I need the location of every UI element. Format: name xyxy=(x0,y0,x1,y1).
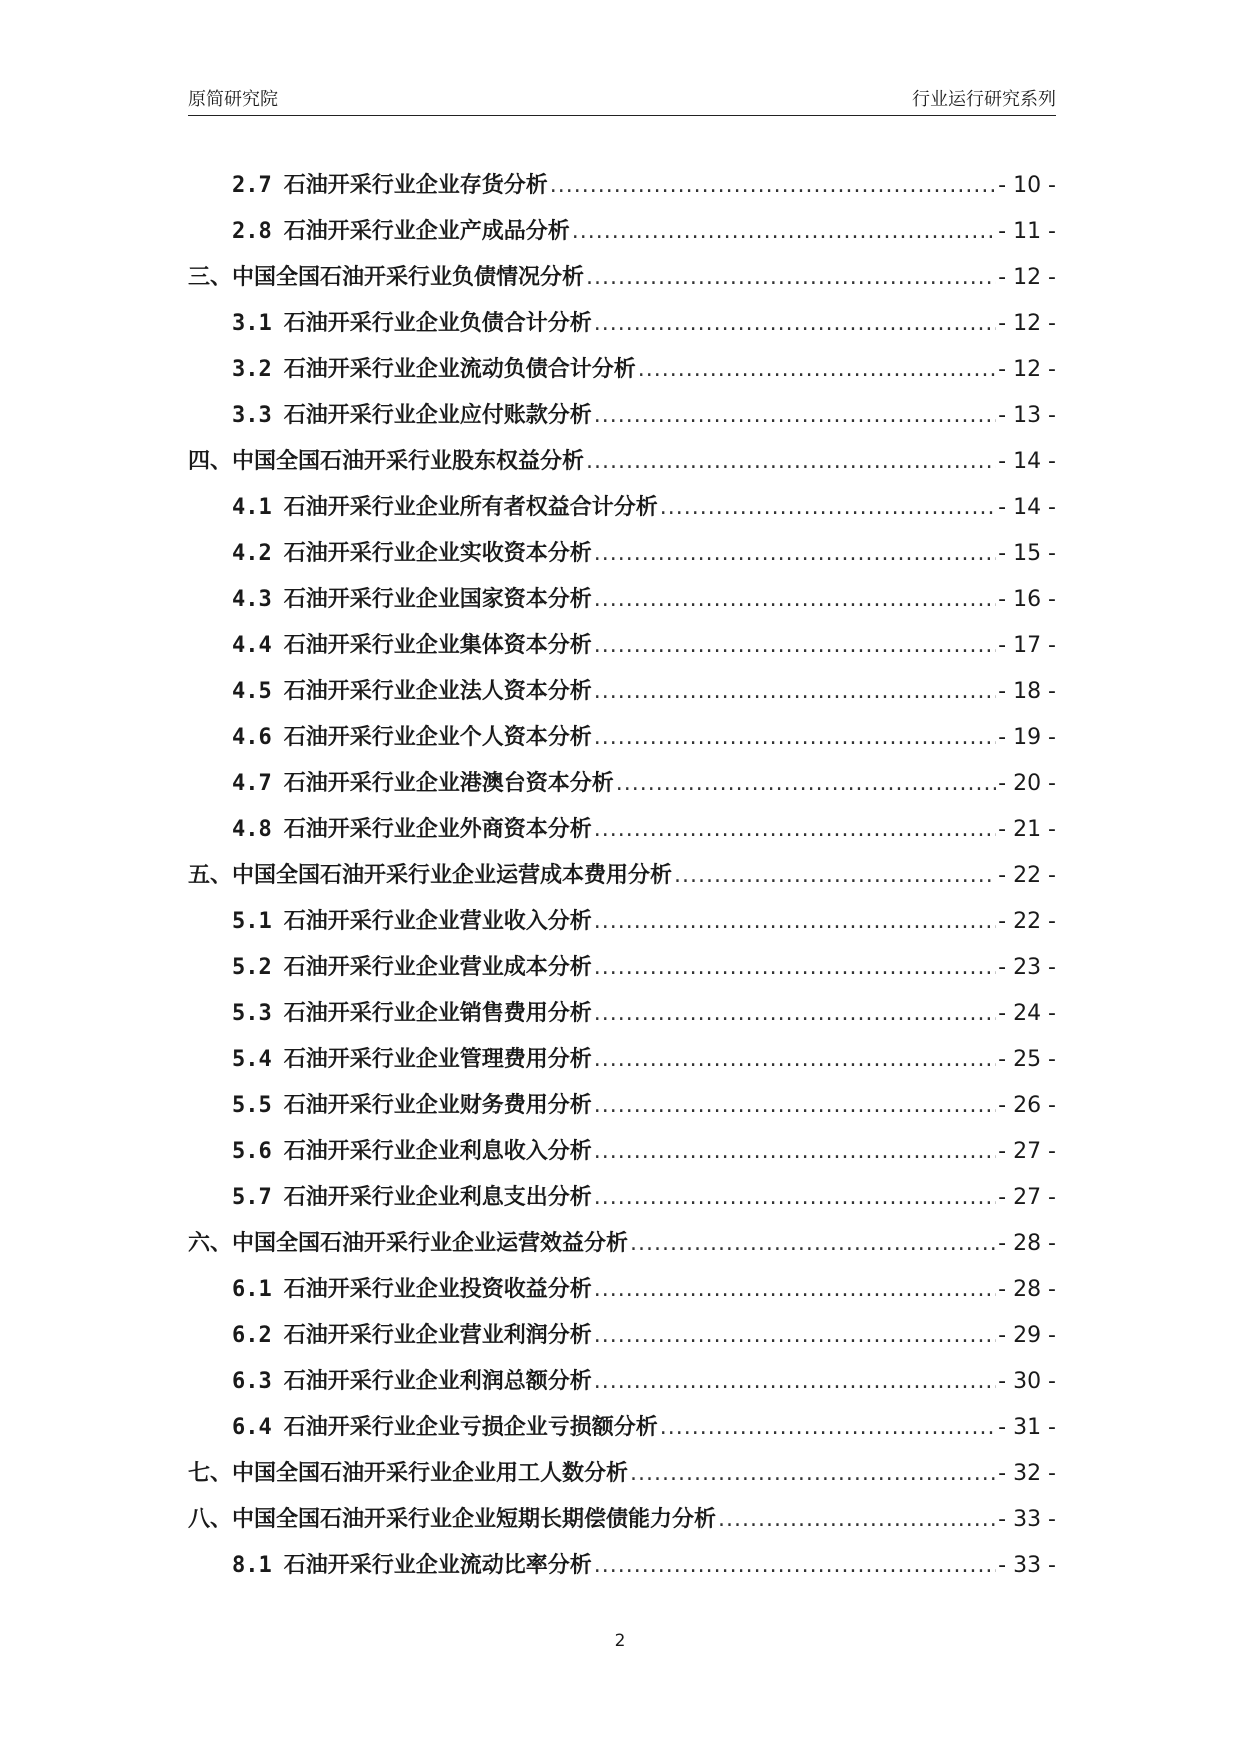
toc-dot-leader xyxy=(594,723,996,753)
toc-dot-leader xyxy=(594,309,996,339)
toc-entry-title xyxy=(188,1459,628,1489)
toc-entry-number: 4.3 xyxy=(232,587,272,612)
toc-entry-number: 8.1 xyxy=(232,1553,272,1578)
toc-entry-number: 5.7 xyxy=(232,1185,272,1210)
toc-entry[interactable] xyxy=(188,723,1056,769)
toc-entry-page: - 28 - xyxy=(998,1231,1056,1256)
toc-dot-leader xyxy=(594,815,996,845)
toc-entry[interactable] xyxy=(188,953,1056,999)
toc-entry-text: 八、中国全国石油开采行业企业短期长期偿债能力分析 xyxy=(188,1507,717,1532)
toc-entry-number: 2.8 xyxy=(232,219,272,244)
header-series-name: 行业运行研究系列 xyxy=(912,89,1056,110)
toc-entry-title xyxy=(188,1505,716,1535)
toc-entry-title xyxy=(232,1183,592,1213)
toc-dot-leader xyxy=(660,493,996,523)
toc-entry-title xyxy=(232,1551,592,1581)
toc-entry-title xyxy=(188,263,584,293)
toc-entry-text: 石油开采行业企业营业利润分析 xyxy=(283,1323,592,1348)
toc-entry-text: 石油开采行业企业所有者权益合计分析 xyxy=(283,495,658,520)
toc-dot-leader xyxy=(586,263,996,293)
toc-entry[interactable] xyxy=(188,1275,1056,1321)
toc-entry[interactable] xyxy=(188,493,1056,539)
toc-entry-title xyxy=(188,861,672,891)
toc-entry-title xyxy=(232,355,636,385)
toc-entry-number: 5.6 xyxy=(232,1139,272,1164)
toc-entry-text: 石油开采行业企业利润总额分析 xyxy=(283,1369,592,1394)
toc-entry-text: 石油开采行业企业销售费用分析 xyxy=(283,1001,592,1026)
toc-entry-title xyxy=(232,677,592,707)
toc-entry-page: - 18 - xyxy=(998,679,1056,704)
toc-entry-text: 石油开采行业企业个人资本分析 xyxy=(283,725,592,750)
toc-entry-title xyxy=(232,217,570,247)
toc-dot-leader xyxy=(572,217,996,247)
toc-entry-title xyxy=(232,1413,658,1443)
toc-entry-page: - 26 - xyxy=(998,1093,1056,1118)
toc-entry-page: - 19 - xyxy=(998,725,1056,750)
toc-entry[interactable] xyxy=(188,171,1056,217)
toc-entry-page: - 15 - xyxy=(998,541,1056,566)
toc-entry-number: 3.1 xyxy=(232,311,272,336)
page-header xyxy=(188,88,1056,116)
toc-entry-number: 4.7 xyxy=(232,771,272,796)
toc-dot-leader xyxy=(594,631,996,661)
toc-dot-leader xyxy=(718,1505,996,1535)
toc-entry-text: 石油开采行业企业负债合计分析 xyxy=(283,311,592,336)
toc-entry-page: - 14 - xyxy=(998,449,1056,474)
toc-entry[interactable] xyxy=(188,585,1056,631)
toc-entry-number: 4.5 xyxy=(232,679,272,704)
toc-entry-page: - 27 - xyxy=(998,1139,1056,1164)
toc-entry-text: 石油开采行业企业应付账款分析 xyxy=(283,403,592,428)
toc-entry-number: 4.4 xyxy=(232,633,272,658)
toc-dot-leader xyxy=(594,1137,996,1167)
toc-entry-page: - 32 - xyxy=(998,1461,1056,1486)
toc-entry-number: 5.4 xyxy=(232,1047,272,1072)
toc-entry[interactable] xyxy=(188,769,1056,815)
toc-entry-text: 石油开采行业企业国家资本分析 xyxy=(283,587,592,612)
toc-entry-page: - 28 - xyxy=(998,1277,1056,1302)
toc-entry[interactable] xyxy=(188,907,1056,953)
toc-entry[interactable] xyxy=(188,861,1056,907)
toc-dot-leader xyxy=(594,999,996,1029)
toc-entry[interactable] xyxy=(188,263,1056,309)
toc-entry-page: - 25 - xyxy=(998,1047,1056,1072)
toc-entry-title xyxy=(232,1321,592,1351)
toc-entry-title xyxy=(232,493,658,523)
toc-entry-number: 6.4 xyxy=(232,1415,272,1440)
toc-entry-title xyxy=(232,1275,592,1305)
toc-entry-page: - 22 - xyxy=(998,909,1056,934)
toc-entry-text: 石油开采行业企业港澳台资本分析 xyxy=(283,771,614,796)
toc-entry[interactable] xyxy=(188,1321,1056,1367)
toc-entry-page: - 12 - xyxy=(998,311,1056,336)
toc-entry-title xyxy=(232,1045,592,1075)
toc-dot-leader xyxy=(630,1229,996,1259)
toc-entry-title xyxy=(188,447,584,477)
toc-entry[interactable] xyxy=(188,1183,1056,1229)
toc-entry-number: 4.1 xyxy=(232,495,272,520)
toc-entry[interactable] xyxy=(188,309,1056,355)
toc-entry-text: 六、中国全国石油开采行业企业运营效益分析 xyxy=(188,1231,629,1256)
toc-entry-text: 石油开采行业企业外商资本分析 xyxy=(283,817,592,842)
toc-entry-page: - 31 - xyxy=(998,1415,1056,1440)
toc-dot-leader xyxy=(594,1367,996,1397)
toc-entry-title xyxy=(232,631,592,661)
toc-entry[interactable] xyxy=(188,539,1056,585)
toc-entry-number: 3.3 xyxy=(232,403,272,428)
toc-dot-leader xyxy=(594,1321,996,1351)
toc-entry[interactable] xyxy=(188,677,1056,723)
toc-entry-text: 石油开采行业企业管理费用分析 xyxy=(283,1047,592,1072)
toc-entry[interactable] xyxy=(188,1137,1056,1183)
toc-entry-text: 石油开采行业企业集体资本分析 xyxy=(283,633,592,658)
toc-entry-page: - 29 - xyxy=(998,1323,1056,1348)
toc-entry-title xyxy=(188,1229,628,1259)
toc-entry-text: 石油开采行业企业实收资本分析 xyxy=(283,541,592,566)
toc-entry-title xyxy=(232,171,548,201)
toc-entry-page: - 21 - xyxy=(998,817,1056,842)
toc-entry[interactable] xyxy=(188,217,1056,263)
toc-entry-page: - 24 - xyxy=(998,1001,1056,1026)
toc-dot-leader xyxy=(594,539,996,569)
toc-dot-leader xyxy=(630,1459,996,1489)
toc-entry-text: 石油开采行业企业亏损企业亏损额分析 xyxy=(283,1415,658,1440)
toc-entry[interactable] xyxy=(188,631,1056,677)
toc-entry-title xyxy=(232,309,592,339)
toc-dot-leader xyxy=(594,1183,996,1213)
toc-entry-page: - 14 - xyxy=(998,495,1056,520)
toc-entry-text: 七、中国全国石油开采行业企业用工人数分析 xyxy=(188,1461,629,1486)
toc-entry-number: 5.1 xyxy=(232,909,272,934)
toc-entry-page: - 33 - xyxy=(998,1553,1056,1578)
toc-entry-title xyxy=(232,401,592,431)
toc-entry-text: 石油开采行业企业投资收益分析 xyxy=(283,1277,592,1302)
toc-entry[interactable] xyxy=(188,401,1056,447)
toc-dot-leader xyxy=(550,171,996,201)
toc-entry-title xyxy=(232,1137,592,1167)
toc-entry-page: - 20 - xyxy=(998,771,1056,796)
toc-entry-title xyxy=(232,953,592,983)
toc-entry-page: - 10 - xyxy=(998,173,1056,198)
toc-entry-text: 石油开采行业企业利息收入分析 xyxy=(283,1139,592,1164)
toc-entry-page: - 33 - xyxy=(998,1507,1056,1532)
toc-entry-text: 石油开采行业企业法人资本分析 xyxy=(283,679,592,704)
toc-entry-number: 6.2 xyxy=(232,1323,272,1348)
toc-entry[interactable] xyxy=(188,355,1056,401)
table-of-contents xyxy=(188,171,1056,1597)
toc-entry-page: - 23 - xyxy=(998,955,1056,980)
header-org-name: 原简研究院 xyxy=(188,89,278,110)
toc-entry-number: 4.2 xyxy=(232,541,272,566)
toc-entry-text: 石油开采行业企业流动负债合计分析 xyxy=(283,357,636,382)
toc-entry-text: 石油开采行业企业财务费用分析 xyxy=(283,1093,592,1118)
toc-entry-title xyxy=(232,1367,592,1397)
toc-entry-page: - 12 - xyxy=(998,357,1056,382)
toc-entry-text: 四、中国全国石油开采行业股东权益分析 xyxy=(188,449,585,474)
toc-entry-number: 5.2 xyxy=(232,955,272,980)
toc-entry-title xyxy=(232,815,592,845)
toc-dot-leader xyxy=(594,401,996,431)
toc-dot-leader xyxy=(674,861,996,891)
toc-entry-title xyxy=(232,769,614,799)
toc-dot-leader xyxy=(594,1551,996,1581)
toc-entry-text: 石油开采行业企业营业成本分析 xyxy=(283,955,592,980)
toc-entry-number: 2.7 xyxy=(232,173,272,198)
toc-entry[interactable] xyxy=(188,1459,1056,1505)
toc-entry-page: - 30 - xyxy=(998,1369,1056,1394)
toc-entry[interactable] xyxy=(188,1505,1056,1551)
toc-entry-page: - 17 - xyxy=(998,633,1056,658)
toc-entry[interactable] xyxy=(188,815,1056,861)
toc-entry[interactable] xyxy=(188,1367,1056,1413)
toc-entry-number: 5.3 xyxy=(232,1001,272,1026)
toc-entry-page: - 22 - xyxy=(998,863,1056,888)
toc-entry-number: 3.2 xyxy=(232,357,272,382)
toc-entry-page: - 16 - xyxy=(998,587,1056,612)
toc-entry-title xyxy=(232,539,592,569)
toc-dot-leader xyxy=(594,907,996,937)
toc-entry-text: 石油开采行业企业利息支出分析 xyxy=(283,1185,592,1210)
toc-entry-number: 6.3 xyxy=(232,1369,272,1394)
toc-entry-text: 石油开采行业企业存货分析 xyxy=(283,173,548,198)
toc-dot-leader xyxy=(616,769,996,799)
toc-entry[interactable] xyxy=(188,1091,1056,1137)
toc-entry[interactable] xyxy=(188,999,1056,1045)
page-number: 2 xyxy=(614,1631,626,1651)
toc-entry-title xyxy=(232,907,592,937)
toc-entry-page: - 11 - xyxy=(998,219,1056,244)
toc-entry-text: 三、中国全国石油开采行业负债情况分析 xyxy=(188,265,585,290)
toc-dot-leader xyxy=(594,1045,996,1075)
toc-entry-page: - 12 - xyxy=(998,265,1056,290)
toc-dot-leader xyxy=(586,447,996,477)
toc-entry-title xyxy=(232,1091,592,1121)
toc-entry[interactable] xyxy=(188,1551,1056,1597)
toc-dot-leader xyxy=(638,355,996,385)
toc-entry[interactable] xyxy=(188,1045,1056,1091)
toc-entry-page: - 27 - xyxy=(998,1185,1056,1210)
toc-entry[interactable] xyxy=(188,1229,1056,1275)
toc-dot-leader xyxy=(594,1275,996,1305)
toc-dot-leader xyxy=(594,585,996,615)
toc-dot-leader xyxy=(660,1413,996,1443)
toc-entry-title xyxy=(232,585,592,615)
toc-entry[interactable] xyxy=(188,447,1056,493)
toc-entry-number: 4.8 xyxy=(232,817,272,842)
toc-dot-leader xyxy=(594,953,996,983)
toc-entry[interactable] xyxy=(188,1413,1056,1459)
toc-entry-number: 5.5 xyxy=(232,1093,272,1118)
toc-entry-title xyxy=(232,723,592,753)
toc-entry-text: 石油开采行业企业流动比率分析 xyxy=(283,1553,592,1578)
toc-entry-number: 4.6 xyxy=(232,725,272,750)
toc-dot-leader xyxy=(594,677,996,707)
toc-entry-text: 石油开采行业企业营业收入分析 xyxy=(283,909,592,934)
toc-dot-leader xyxy=(594,1091,996,1121)
toc-entry-title xyxy=(232,999,592,1029)
toc-entry-page: - 13 - xyxy=(998,403,1056,428)
toc-entry-text: 五、中国全国石油开采行业企业运营成本费用分析 xyxy=(188,863,673,888)
toc-entry-number: 6.1 xyxy=(232,1277,272,1302)
toc-entry-text: 石油开采行业企业产成品分析 xyxy=(283,219,570,244)
